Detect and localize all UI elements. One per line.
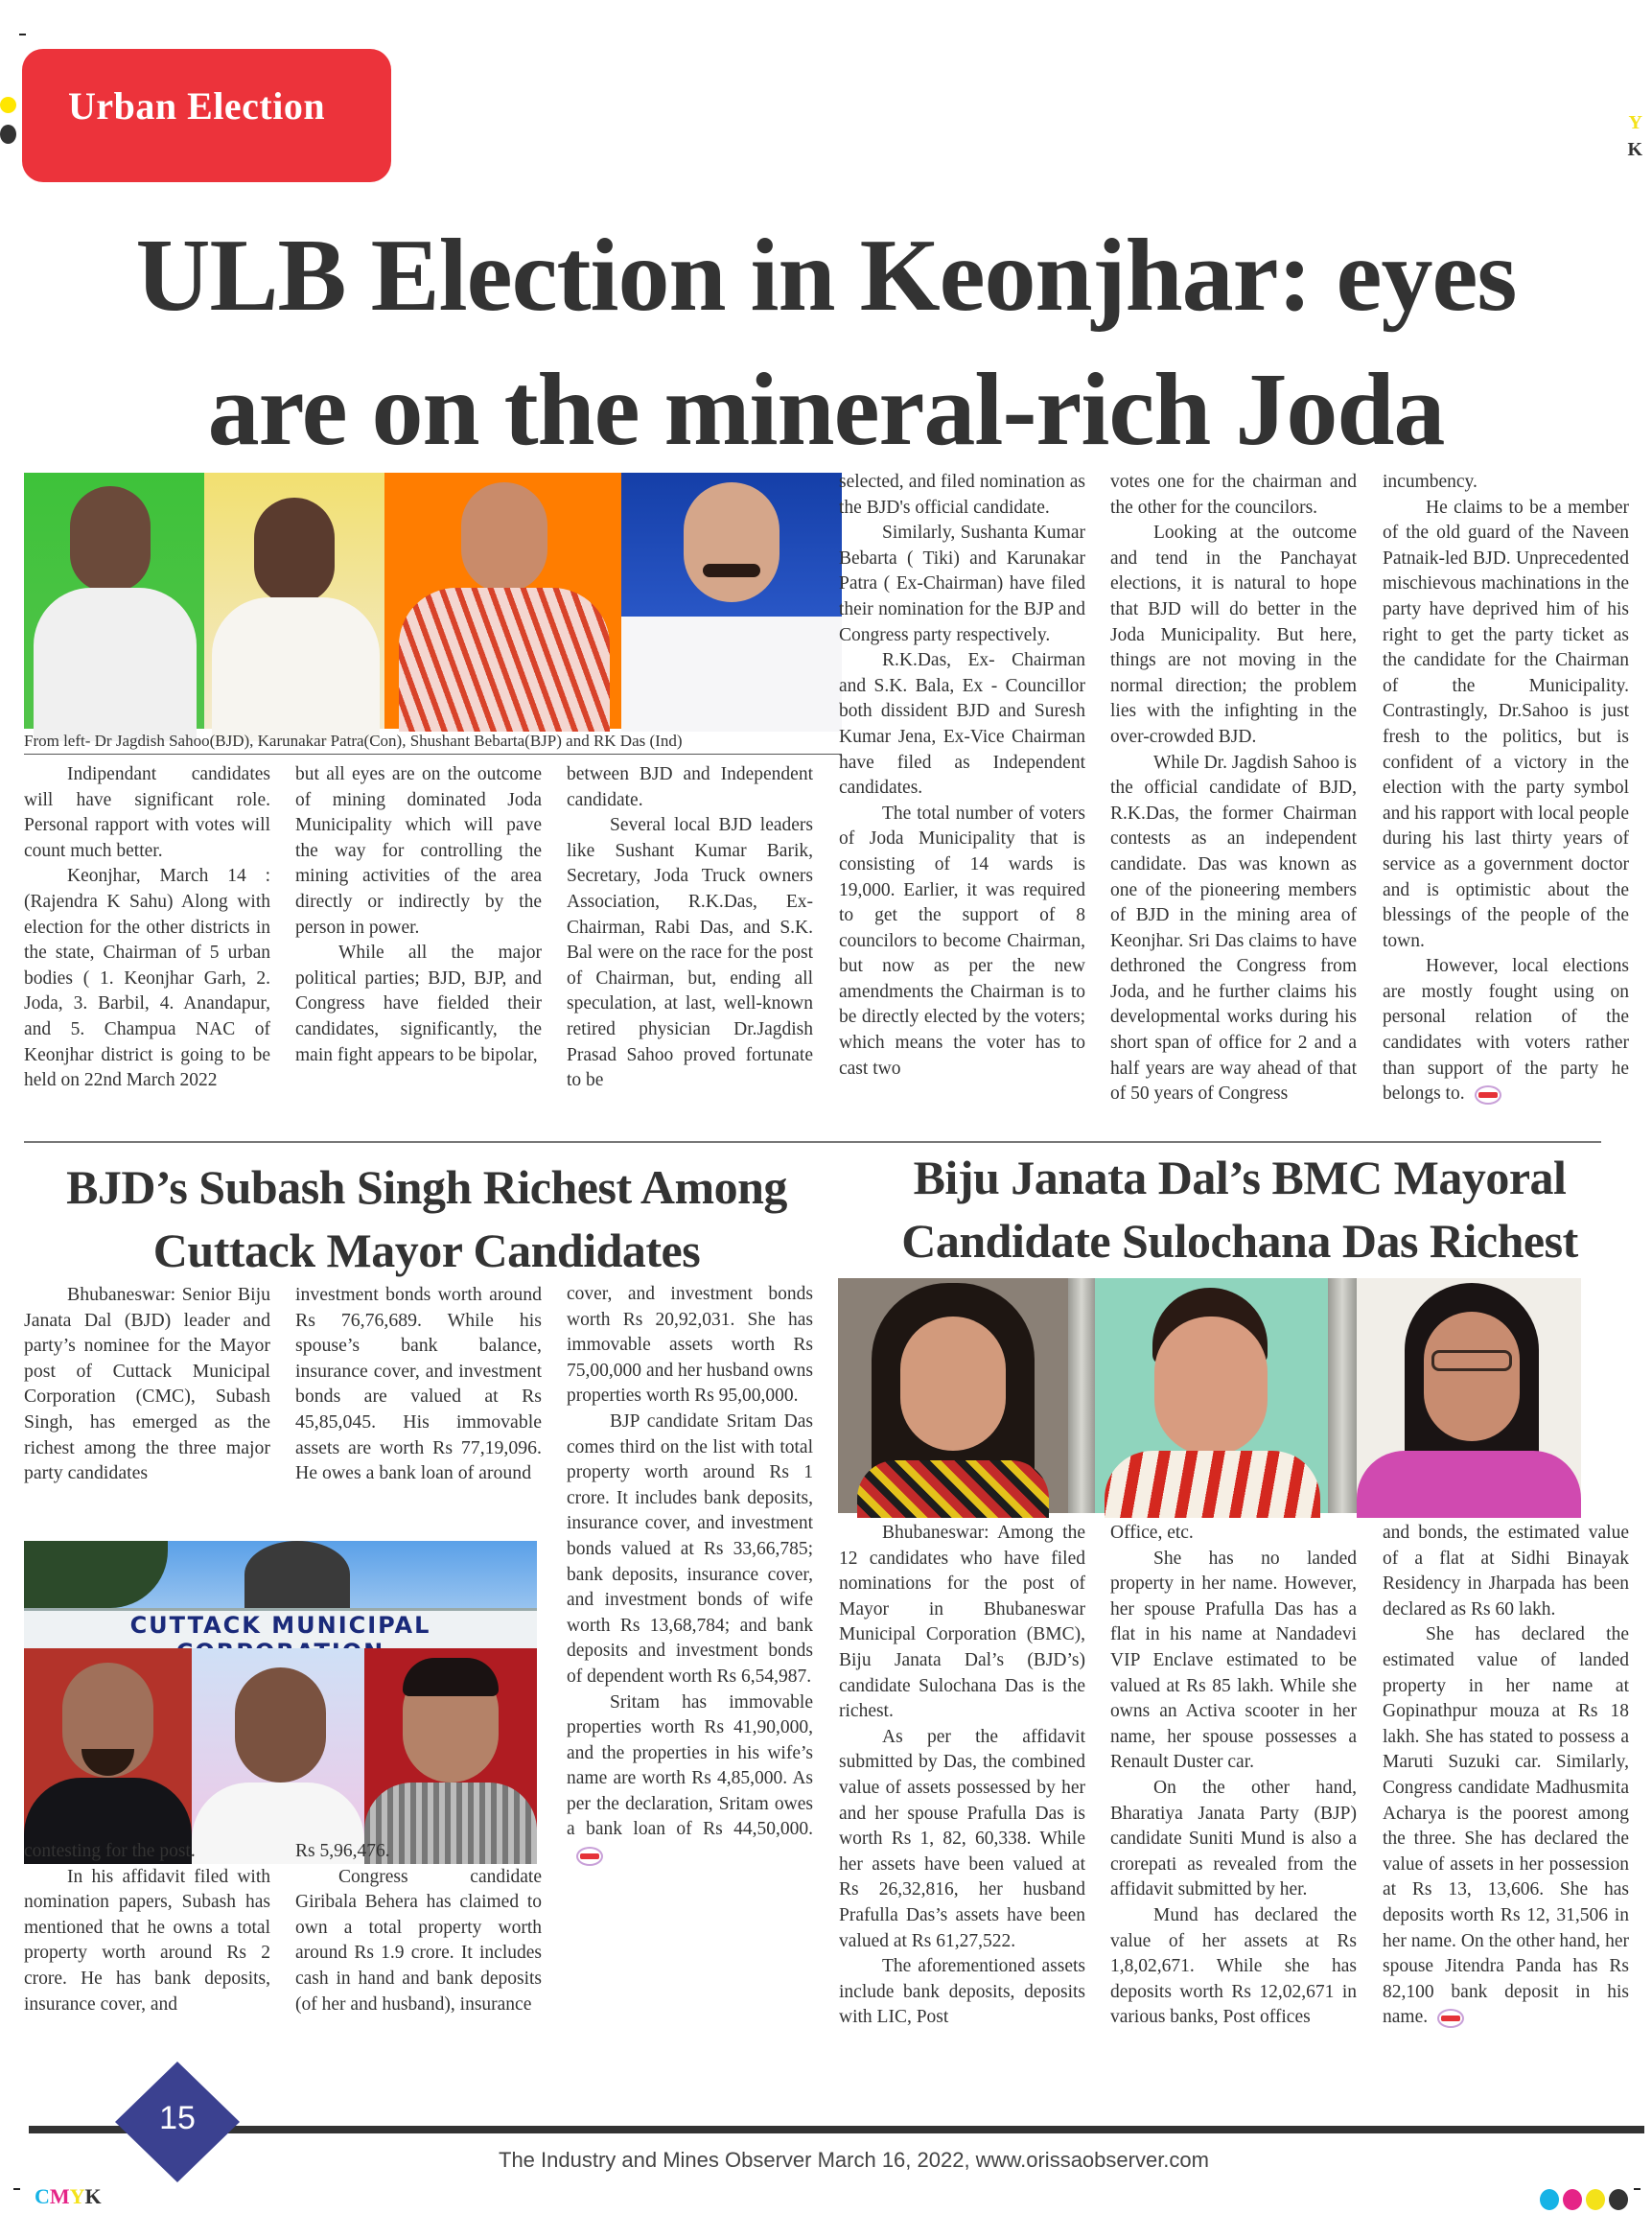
bmc-headline-line2: Candidate Sulochana Das Richest xyxy=(901,1214,1578,1268)
paragraph-text: Sritam has immovable properties worth Rs 41,90,000, and the properties in his wife’s name are worth Rs 4,85,000. As per the declaration, Sritam owes a bank loan of Rs 44,50,000. xyxy=(567,1691,813,1840)
footer-publication-line: The Industry and Mines Observer March 16, 2022, www.orissaobserver.com xyxy=(499,2148,1209,2172)
photo-subash-singh xyxy=(24,1648,192,1859)
paragraph: Rs 5,96,476. xyxy=(295,1841,390,1861)
bmc-column-2 xyxy=(1110,1521,1357,2031)
registration-tick xyxy=(1634,2188,1640,2190)
corner-mark-k: K xyxy=(1627,139,1642,160)
main-article-column-3 xyxy=(567,762,813,1094)
paragraph: Bhubaneswar: Senior Biju Janata Dal (BJD) leader and party’s nominee for the Mayor post of Cuttack Municipal Corporation (CMC), Subash Singh, has emerged as the richest among the three major party candidates xyxy=(24,1284,270,1484)
paragraph: Similarly, Sushanta Kumar Bebarta ( Tiki) and Karunakar Patra ( Ex-Chairman) have filed their nomination for the BJP and Congress party respectively. xyxy=(839,523,1085,645)
photo-divider xyxy=(1068,1278,1095,1513)
paragraph: Mund has declared the value of her assets at Rs 1,8,02,671. While she has deposits worth Rs 12,02,671 in various banks, Post offices xyxy=(1110,1904,1357,2028)
cuttack-column-2 xyxy=(295,1282,542,1486)
paragraph: She has no landed property in her name. However, her spouse Prafulla Das has a flat in his name at Nandadevi VIP Enclave estimated to be valued at Rs 85 lakh. While she owns an Activa scooter in her name, her spouse possesses a Renault Duster car. xyxy=(1110,1548,1357,1773)
bmc-column-1 xyxy=(839,1521,1085,2031)
corner-mark-y: Y xyxy=(1628,112,1642,133)
photo-rk-das xyxy=(621,473,842,729)
paragraph: The aforementioned assets include bank deposits, deposits with LIC, Post xyxy=(839,1956,1085,2028)
photo-divider xyxy=(1328,1278,1357,1513)
paragraph: BJP candidate Sritam Das comes third on the list with total property worth around Rs 1 crore. It includes bank deposits, insurance cover, and investment bonds valued at Rs 33,66,785; bank deposits, insurance cover, and investment bonds of wife worth Rs 13,68,784; and bank deposits and investment bonds of dependent worth Rs 6,54,987. xyxy=(567,1410,813,1687)
photo-jagdish-sahoo xyxy=(24,473,204,729)
registration-dot-black xyxy=(1609,2189,1628,2210)
photo-giribala-behera xyxy=(364,1648,537,1859)
cmyk-c: C xyxy=(35,2184,50,2208)
registration-dot-cyan xyxy=(1540,2189,1559,2210)
bmc-column-3 xyxy=(1383,1521,1629,2031)
paragraph: He claims to be a member of the old guard of the Naveen Patnaik-led BJD. Unprecedented mischievous machinations in the party have deprived him of his right to get the party ticket as the candidate for the Chairman of the Municipality. Contrastingly, Dr.Sahoo is just fresh to the politics, but is confident of a victory in the election with the party symbol and his rapport with local people during his last thirty years of service as a government doctor and is optimistic about the blessings of the people of the town. xyxy=(1383,497,1629,951)
paragraph: The total number of voters of Joda Municipality that is consisting of 14 wards is 19,000. Earlier, it was required to get the support of 8 councilors to become Chairman, but now as per the new amendments the Chairman is to be directly elected by the voters; which means the voter has to cast two xyxy=(839,803,1085,1079)
cmyk-y: Y xyxy=(69,2184,85,2208)
paragraph: incumbency. xyxy=(1383,472,1477,492)
paragraph: While Dr. Jagdish Sahoo is the official candidate of BJD, R.K.Das, the former Chairman contests as an independent candidate. Das was known as one of the pioneering members of BJD in the mining area of Keonjhar. Sri Das claims to have dethroned the Congress from Joda, and he further claims his developmental works during his short span of office for 2 and a half years are way ahead of that of 50 years of Congress xyxy=(1110,752,1357,1105)
paragraph: Several local BJD leaders like Sushant Kumar Barik, Secretary, Joda Truck owners Association, R.K.Das, Ex-Chairman, Rabi Das, and S.K. Bal were on the race for the post of Chairman, but, ending all speculation, at last, well-known retired physician Dr.Jagdish Prasad Sahoo proved fortunate to be xyxy=(567,815,813,1091)
main-article-column-6 xyxy=(1383,470,1629,1107)
cuttack-headline-line2: Cuttack Mayor Candidates xyxy=(152,1224,701,1277)
photo-shushant-bebarta xyxy=(384,473,621,729)
paragraph: R.K.Das, Ex- Chairman and S.K. Bala, Ex - Councillor both dissident BJD and Suresh Kumar Jena, Ex-Vice Chairman have filed as Independent candidates. xyxy=(839,650,1085,799)
main-article-column-4 xyxy=(839,470,1085,1082)
registration-dot-yellow xyxy=(0,97,16,113)
paragraph: Keonjhar, March 14 :(Rajendra K Sahu) Along with election for the other districts in the state, Chairman of 5 urban bodies ( 1. Keonjhar Garh, 2. Joda, 3. Barbil, 4. Anandapur, and 5. Champua NAC of Keonjhar district is going to be held on 22nd March 2022 xyxy=(24,866,270,1091)
main-article-column-2 xyxy=(295,762,542,1068)
paragraph: but all eyes are on the outcome of mining dominated Joda Municipality which will pave the way for controlling the mining activities of the area directly or indirectly by the person in power. xyxy=(295,764,542,938)
paragraph xyxy=(1383,954,1629,1107)
main-article-column-5 xyxy=(1110,470,1357,1107)
paragraph: As per the affidavit submitted by Das, the combined value of assets possessed by her and her spouse Prafulla Das is worth Rs 1, 82, 60,338. While her assets have been valued at Rs 26,32,816, her husband Prafulla Das’s assets have been valued at Rs 61,27,522. xyxy=(839,1726,1085,1951)
registration-dot-yellow xyxy=(1586,2189,1605,2210)
footer-rule xyxy=(29,2126,1644,2133)
main-headline-line2: are on the mineral-rich Joda xyxy=(207,353,1445,467)
photo-karunakar-patra xyxy=(204,473,384,729)
registration-dot-black xyxy=(0,125,16,144)
cmyk-k: K xyxy=(84,2184,102,2208)
cuttack-column-3 xyxy=(567,1282,813,1869)
page-number: 15 xyxy=(159,2100,196,2136)
photo-madhusmita-acharya xyxy=(1357,1278,1581,1513)
cmc-building-photo xyxy=(24,1541,537,1648)
paragraph: cover, and investment bonds worth Rs 20,92,031. She has immovable assets worth Rs 75,00,000 and her husband owns properties worth Rs 95,00,000. xyxy=(567,1284,813,1407)
cmyk-m: M xyxy=(49,2184,70,2208)
cuttack-column-2-continued xyxy=(295,1839,542,2017)
paragraph-text: She has declared the estimated value of landed property in her name at Gopinathpur mouza at Rs 18 lakh. She has stated to possess a Maruti Suzuki car. Similarly, Congress candidate Madhusmita Acharya is the poorest among the three. She has declared the value of assets in her possession at Rs 13, 13,606. She has deposits worth Rs 12, 31,506 in her name. On the other hand, her spouse Jitendra Panda has Rs 82,100 bank deposit in his name. xyxy=(1383,1624,1629,2028)
photo-suniti-mund xyxy=(1095,1278,1328,1513)
section-label-text: Urban Election xyxy=(68,84,326,128)
paragraph: contesting for the post. xyxy=(24,1841,196,1861)
paragraph: In his affidavit filed with nomination papers, Subash has mentioned that he owns a total property worth around Rs 2 crore. He has bank deposits, insurance cover, and xyxy=(24,1866,270,2015)
paragraph-text: However, local elections are mostly fought using on personal relation of the candidates with voters rather than support of the party he belongs to. xyxy=(1383,956,1629,1105)
registration-tick xyxy=(19,34,26,35)
paragraph: investment bonds worth around Rs 76,76,689. While his spouse’s bank balance, insurance cover, and investment bonds are valued at Rs 45,85,045. His immovable assets are worth Rs 77,19,096. He owes a bank loan of around xyxy=(295,1284,542,1484)
paragraph: and bonds, the estimated value of a flat at Sidhi Binayak Residency in Jharpada has been declared as Rs 60 lakh. xyxy=(1383,1523,1629,1620)
paragraph xyxy=(567,1690,813,1869)
cuttack-column-1 xyxy=(24,1282,270,1486)
cmyk-mark xyxy=(35,2184,102,2209)
imo-logo-icon xyxy=(576,1847,603,1866)
paragraph: Congress candidate Giribala Behera has claimed to own a total property worth around Rs 1.9 crore. It includes cash in hand and bank deposits (of her and husband), insurance xyxy=(295,1866,542,2015)
section-label xyxy=(22,49,391,182)
photo-sritam-das xyxy=(192,1648,364,1859)
cuttack-column-1-continued xyxy=(24,1839,270,2017)
paragraph: selected, and filed nomination as the BJD's official candidate. xyxy=(839,472,1085,518)
main-photo-caption: From left- Dr Jagdish Sahoo(BJD), Karunakar Patra(Con), Shushant Bebarta(BJP) and RK Das (Ind) xyxy=(24,732,683,750)
paragraph: Indipendant candidates will have significant role. Personal rapport with votes will count much better. xyxy=(24,764,270,861)
imo-logo-icon xyxy=(1437,2009,1464,2028)
cuttack-headline-line1: BJD’s Subash Singh Richest Among xyxy=(66,1160,787,1214)
caption-rule xyxy=(24,754,842,755)
paragraph: While all the major political parties; BJD, BJP, and Congress have fielded their candidates, significantly, the main fight appears to be bipolar, xyxy=(295,943,542,1065)
registration-tick xyxy=(13,2188,20,2190)
paragraph: Office, etc. xyxy=(1110,1523,1194,1543)
paragraph: On the other hand, Bharatiya Janata Party (BJP) candidate Suniti Mund is also a crorepati as revealed from the affidavit submitted by her. xyxy=(1110,1777,1357,1900)
main-headline-line1: ULB Election in Keonjhar: eyes xyxy=(135,219,1517,333)
section-divider xyxy=(24,1141,1601,1143)
main-article-column-1 xyxy=(24,762,270,1094)
paragraph: Bhubaneswar: Among the 12 candidates who have filed nominations for the post of Mayor in Bhubaneswar Municipal Corporation (BMC), Biju Janata Dal’s (BJD’s) candidate Sulochana Das is the richest. xyxy=(839,1523,1085,1722)
cmc-sign-text: CUTTACK MUNICIPAL xyxy=(129,1612,431,1639)
photo-sulochana-das xyxy=(838,1278,1068,1513)
bmc-headline-line1: Biju Janata Dal’s BMC Mayoral xyxy=(913,1151,1567,1204)
paragraph: Looking at the outcome and tend in the Panchayat elections, it is natural to hope that BJD will do better in the Joda Municipality. But here, things are not moving in the normal direction; the problem lies with the infighting in the over-crowded BJD. xyxy=(1110,523,1357,747)
registration-dot-magenta xyxy=(1563,2189,1582,2210)
paragraph: votes one for the chairman and the other for the councilors. xyxy=(1110,472,1357,518)
paragraph xyxy=(1383,1622,1629,2031)
imo-logo-icon xyxy=(1475,1085,1501,1105)
paragraph: between BJD and Independent candidate. xyxy=(567,764,813,810)
